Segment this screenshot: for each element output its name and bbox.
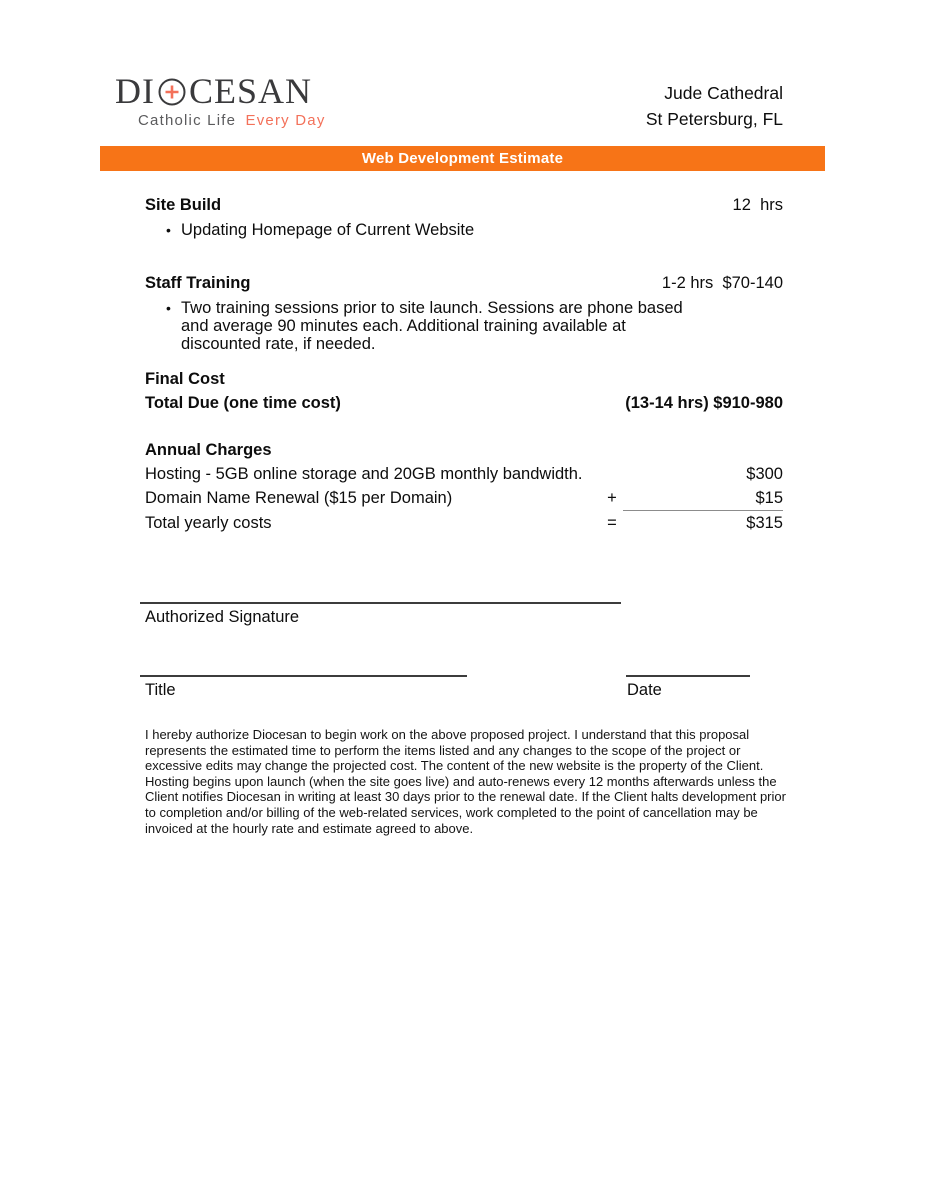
document-title-banner: Web Development Estimate — [100, 146, 825, 171]
hosting-label: Hosting - 5GB online storage and 20GB monthly bandwidth. — [145, 465, 583, 483]
total-yearly-amount: $315 — [746, 514, 783, 532]
charge-row-domain — [145, 486, 783, 511]
logo-text-end: CESAN — [189, 71, 313, 111]
site-build-heading: Site Build — [145, 196, 222, 214]
date-line — [626, 675, 750, 677]
tagline-gray-text: Catholic Life — [138, 112, 237, 129]
domain-renewal-label: Domain Name Renewal ($15 per Domain) — [145, 489, 453, 507]
logo-text-start: DI — [115, 71, 155, 111]
title-line — [140, 675, 467, 677]
equals-operator: = — [607, 514, 617, 532]
diocesan-logo — [115, 71, 326, 129]
total-due-label: Total Due (one time cost) — [145, 394, 341, 412]
estimate-body — [145, 196, 783, 535]
site-build-bullet-text: Updating Homepage of Current Website — [181, 221, 475, 239]
annual-charges-heading: Annual Charges — [145, 441, 272, 459]
charge-row-total — [145, 511, 783, 535]
total-due-value: (13-14 hrs) $910-980 — [625, 394, 783, 412]
terms-paragraph: I hereby authorize Diocesan to begin work on the above proposed project. I understand that this proposal represents the estimated time to perform the items listed and any changes to the scope of the project or excessive edits may change the projected cost. The content of the new website is the property of the Client. Hosting begins upon launch (when the site goes live) and auto-renews every 12 months afterwards unless the Client notifies Diocesan in writing at least 30 days prior to the renewal date. If the Client halts development prior to completion and/or billing of the web-related services, work completed to the point of cancellation may be invoiced at the hourly rate and estimate agreed to above. — [145, 727, 786, 836]
logo-tagline — [115, 112, 326, 129]
client-location: St Petersburg, FL — [645, 109, 783, 129]
date-label: Date — [627, 681, 662, 699]
hosting-amount: $300 — [746, 465, 783, 483]
staff-training-row — [145, 274, 783, 292]
charge-row-hosting — [145, 462, 783, 486]
final-cost-heading-row — [145, 370, 783, 388]
total-yearly-label: Total yearly costs — [145, 514, 272, 532]
site-build-row — [145, 196, 783, 214]
annual-charges-table — [145, 462, 783, 535]
authorized-signature-label: Authorized Signature — [145, 608, 300, 626]
site-build-hours: 12 hrs — [732, 196, 783, 214]
final-cost-heading: Final Cost — [145, 370, 225, 388]
logo-wordmark — [115, 71, 326, 111]
staff-training-heading: Staff Training — [145, 274, 251, 292]
bullet-icon: • — [166, 222, 171, 238]
circle-plus-icon — [157, 77, 187, 107]
title-label: Title — [145, 681, 176, 699]
client-info — [646, 80, 783, 132]
authorized-signature-line — [140, 602, 621, 604]
staff-training-bullet-text: Two training sessions prior to site launch. Sessions are phone based and average 90 minutes each. Additional training available at discounted rate, if needed. — [181, 299, 683, 353]
staff-training-hours: 1-2 hrs $70-140 — [661, 274, 783, 292]
bullet-icon: • — [166, 300, 171, 316]
domain-renewal-amount: $15 — [623, 486, 783, 511]
site-build-bullet — [145, 221, 783, 239]
total-due-row — [145, 394, 783, 412]
staff-training-bullet — [145, 299, 783, 353]
client-name: Jude Cathedral — [664, 83, 783, 103]
plus-operator: + — [607, 489, 617, 507]
tagline-orange-text: Every Day — [245, 112, 326, 129]
